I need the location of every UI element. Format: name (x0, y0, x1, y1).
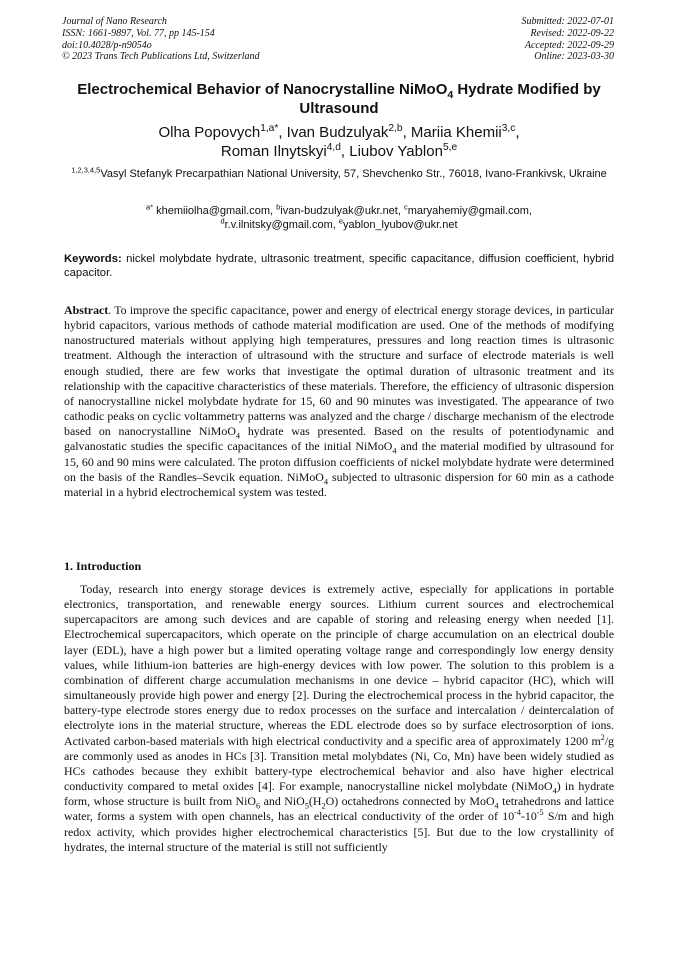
superscript: -5 (536, 808, 544, 818)
body-text: O) octahedrons connected by MoO (325, 794, 495, 809)
subscript: 4 (323, 477, 329, 487)
email: maryahemiy@gmail.com, (407, 205, 532, 217)
keywords-text: nickel molybdate hydrate, ultrasonic treatment, specific capacitance, diffusion coefficient, hybrid capacitor. (64, 253, 614, 279)
subscript: 5 (304, 801, 309, 811)
keywords-label: Keywords: (64, 253, 122, 265)
abstract-label: Abstract (64, 303, 109, 317)
email-mark: e (338, 216, 344, 226)
email-mark: d (220, 216, 225, 226)
abstract-text: subjected to ultrasonic dispersion for 60 min as a cathode material in a hybrid electrochemical system was tested. (64, 469, 614, 499)
introduction-paragraph (64, 582, 614, 855)
body-text: /g are commonly used as anodes in HCs [3]. Transition metal molybdates (Ni, Co, Mn) have been widely studied as HCs cathodes because they exhibit battery-type electrochemical behavior and also have higher electrical conductivity compared to metal oxides [4]. For example, nanocrystalline nickel molybdate (NiMoO (64, 733, 614, 794)
title-part: Electrochemical Behavior of Nanocrystalline NiMoO (77, 81, 448, 98)
body-text: Today, research into energy storage devices is extremely active, especially for applications in portable electronics, transportation, and renewable energy sources. Lithium current sources and electrochemical supercapacitors are among such devices and are capable of storing and releasing energy when needed [1]. Electrochemical supercapacitors, which operate on the principle of charge accumulation on an electrical double layer (EDL), have a high power but a limited operating voltage range and correspondingly low energy density values, while lithium-ion batteries are high-energy devices with low power. The solution to this problem is a combination of different charge accumulation mechanisms in one device – hybrid capacitor (HC), which will simultaneously provide high power and energy [2]. During the electrochemical process in the hybrid capacitor, the battery-type electrode stores energy due to redox processes on the surface and intercalation / deintercalation of electrolyte ions in the material structure, whereas the EDL electrode does so by surface electrosorption of ions. Activated carbon-based materials with high electrical conductivity and a specific area of approximately 1200 m (64, 582, 614, 748)
date-revised: Revised: 2022-09-22 (530, 27, 614, 39)
keywords (64, 252, 614, 280)
author-name: , Ivan Budzulyak (278, 124, 389, 141)
abstract (64, 303, 614, 500)
body-text: -10 (520, 809, 537, 824)
subscript: 4 (235, 431, 241, 441)
email: r.v.ilnitsky@gmail.com, (224, 219, 339, 231)
author-separator: , (515, 124, 520, 141)
affiliation-mark: 1,2,3,4,5 (71, 165, 101, 175)
abstract-text: . To improve the specific capacitance, power and energy of electrical energy storage devices, in particular hybrid capacitors, various methods of cathode material modification are used. One of the methods of modifying nanostructured materials without applying high temperatures, pressures and long reaction times is ultrasonic treatment. Although the interaction of ultrasound with the structure and surface of electrode materials is well enough studied, there are few works that investigate the optimal duration of ultrasonic treatment and its relationship with the capacitive characteristics of these materials. Therefore, the efficiency of ultrasonic dispersion of nanocrystalline nickel molybdate hydrate for 15, 60 and 90 minutes was investigated. The appearance of two cathodic peaks on cyclic voltammetry patterns was analyzed and the charge / discharge mechanism of the electrode based on nanocrystalline NiMoO (64, 303, 614, 439)
subscript: 4 (552, 786, 557, 796)
journal-info (62, 16, 260, 63)
journal-name: Journal of Nano Research (62, 16, 167, 27)
author-name: Roman Ilnytskyi (220, 143, 327, 160)
publication-dates (522, 16, 615, 63)
title-subscript: 4 (447, 89, 454, 101)
affiliation-text: Vasyl Stefanyk Precarpathian National University, 57, Shevchenko Str., 76018, Ivano-Frankivsk, Ukraine (100, 168, 607, 180)
subscript: 4 (494, 801, 499, 811)
author-list (56, 123, 622, 161)
subscript: 2 (321, 801, 326, 811)
date-submitted: Submitted: 2022-07-01 (521, 16, 614, 27)
abstract-text: and the material modified by ultrasound for 15, 60 and 90 mins were calculated. The proton diffusion coefficients of nickel molybdate hydrate were determined on the basis of the Randles–Sevcik equation. NiMoO (64, 439, 614, 484)
abstract-text: hydrate was presented. Based on the results of potentiodynamic and galvanostatic studies the specific capacitances of the initial NiMoO (64, 424, 614, 454)
email-mark: b (276, 202, 281, 212)
paper-title (56, 80, 622, 118)
superscript: -4 (514, 808, 521, 818)
author-emails (64, 204, 614, 232)
journal-doi: doi:10.4028/p-n9054o (62, 39, 152, 51)
email: ivan-budzulyak@ukr.net, (280, 205, 404, 217)
email: yablon_lyubov@ukr.net (343, 219, 458, 231)
body-text: tetrahedrons and lattice water, forms a system with open channels, has an electrical conductivity of the order of 10 (64, 794, 615, 824)
author-name: , Liubov Yablon (340, 143, 443, 160)
author-affiliation-mark: 3,c (501, 123, 516, 134)
subscript: 4 (392, 446, 397, 456)
body-text: ) in hydrate form, whose structure is built from NiO (64, 779, 614, 809)
author-affiliation-mark: 2,b (388, 123, 403, 134)
author-name: Olha Popovych (158, 124, 261, 141)
journal-copyright: © 2023 Trans Tech Publications Ltd, Switzerland (62, 51, 260, 63)
superscript: 2 (600, 732, 605, 742)
affiliation (64, 167, 614, 181)
email: khemiiolha@gmail.com, (153, 205, 277, 217)
date-online: Online: 2023-03-30 (534, 51, 614, 63)
body-text: and NiO (260, 794, 305, 809)
title-part: Hydrate Modified by Ultrasound (299, 81, 601, 117)
author-affiliation-mark: 4,d (326, 142, 341, 153)
body-text: (H (308, 794, 322, 809)
email-mark: c (403, 202, 408, 212)
body-text: S/m and high redox activity, which provides higher electrochemical characteristics [5]. But due to the low crystallinity of hydrates, the internal structure of the material is still not sufficiently (64, 809, 614, 854)
journal-issn: ISSN: 1661-9897, Vol. 77, pp 145-154 (62, 27, 215, 39)
section-heading: 1. Introduction (64, 559, 142, 573)
author-affiliation-mark: 5,e (442, 142, 458, 153)
subscript: 6 (256, 801, 261, 811)
date-accepted: Accepted: 2022-09-29 (524, 39, 614, 51)
author-affiliation-mark: 1,a* (260, 123, 279, 134)
email-mark: a* (146, 202, 154, 212)
author-name: , Mariia Khemii (402, 124, 502, 141)
